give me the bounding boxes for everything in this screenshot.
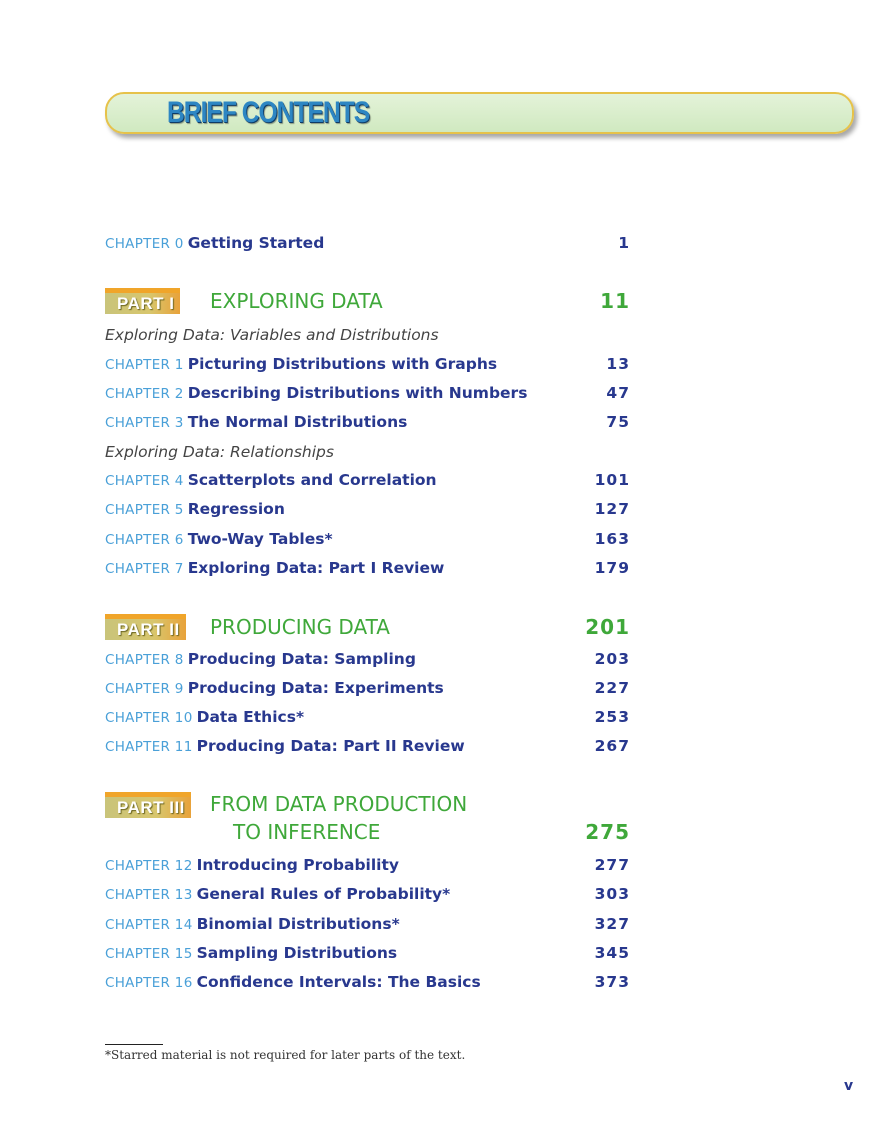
toc-row-chapter-7[interactable] <box>105 559 630 581</box>
chapter-label: CHAPTER 11 <box>105 739 193 755</box>
chapter-title: Producing Data: Part II Review <box>196 737 465 755</box>
chapter-label: CHAPTER 1 <box>105 357 184 373</box>
toc-row-chapter-2[interactable] <box>105 384 630 406</box>
toc-row-chapter-1[interactable] <box>105 355 630 377</box>
toc-row-chapter-16[interactable] <box>105 973 630 995</box>
chapter-label: CHAPTER 10 <box>105 710 193 726</box>
page-number: 47 <box>606 384 630 402</box>
subsection-heading: Exploring Data: Variables and Distributions <box>105 326 439 344</box>
page-folio: v <box>844 1078 854 1094</box>
header-banner <box>105 92 854 134</box>
chapter-label: CHAPTER 5 <box>105 502 184 518</box>
subsection-heading: Exploring Data: Relationships <box>105 443 334 461</box>
page-number: 75 <box>606 413 630 431</box>
chapter-label: CHAPTER 0 <box>105 236 184 252</box>
part-title[interactable]: EXPLORING DATA <box>210 289 383 313</box>
part-badge: PART III <box>105 792 191 818</box>
toc-row-chapter-13[interactable] <box>105 885 630 907</box>
chapter-label: CHAPTER 7 <box>105 561 184 577</box>
toc-row-chapter-3[interactable] <box>105 413 630 435</box>
chapter-label: CHAPTER 2 <box>105 386 184 402</box>
chapter-label: CHAPTER 6 <box>105 532 184 548</box>
chapter-title: General Rules of Probability* <box>196 885 451 903</box>
page-number: 253 <box>594 708 630 726</box>
toc-row-chapter-15[interactable] <box>105 944 630 966</box>
footnote-rule <box>105 1044 163 1045</box>
chapter-title: Describing Distributions with Numbers <box>187 384 528 402</box>
part-title-line-1[interactable]: FROM DATA PRODUCTION <box>210 792 468 816</box>
page-number: 1 <box>618 234 630 252</box>
chapter-title: Sampling Distributions <box>196 944 398 962</box>
chapter-title: Producing Data: Sampling <box>187 650 416 668</box>
page-number: 267 <box>594 737 630 755</box>
page-number: 179 <box>594 559 630 577</box>
chapter-title: Exploring Data: Part I Review <box>187 559 445 577</box>
toc-row-chapter-14[interactable] <box>105 915 630 937</box>
part-page-number: 201 <box>585 615 630 639</box>
chapter-label: CHAPTER 16 <box>105 975 193 991</box>
chapter-label: CHAPTER 4 <box>105 473 184 489</box>
chapter-label: CHAPTER 9 <box>105 681 184 697</box>
part-page-number: 11 <box>600 289 630 313</box>
footnote: *Starred material is not required for later parts of the text. <box>105 1048 466 1062</box>
toc-row-chapter-9[interactable] <box>105 679 630 701</box>
toc-row-chapter-5[interactable] <box>105 500 630 522</box>
chapter-title: Introducing Probability <box>196 856 400 874</box>
page-number: 127 <box>594 500 630 518</box>
page-number: 373 <box>594 973 630 991</box>
chapter-label: CHAPTER 14 <box>105 917 193 933</box>
chapter-label: CHAPTER 8 <box>105 652 184 668</box>
page-number: 13 <box>606 355 630 373</box>
toc-row-chapter-12[interactable] <box>105 856 630 878</box>
page-number: 345 <box>594 944 630 962</box>
chapter-title: Confidence Intervals: The Basics <box>196 973 481 991</box>
page-number: 163 <box>594 530 630 548</box>
part-title[interactable]: PRODUCING DATA <box>210 615 390 639</box>
page-number: 303 <box>594 885 630 903</box>
chapter-title: Getting Started <box>187 234 325 252</box>
toc-row-chapter-11[interactable] <box>105 737 630 759</box>
toc-row-chapter-10[interactable] <box>105 708 630 730</box>
toc-row-chapter-0[interactable] <box>105 234 630 256</box>
chapter-label: CHAPTER 12 <box>105 858 193 874</box>
part-badge: PART II <box>105 614 186 640</box>
page-number: 101 <box>594 471 630 489</box>
page-number: 203 <box>594 650 630 668</box>
page-title: BRIEF CONTENTS <box>167 96 370 129</box>
part-badge: PART I <box>105 288 180 314</box>
chapter-title: Scatterplots and Correlation <box>187 471 437 489</box>
part-title-line-2[interactable]: TO INFERENCE <box>233 820 381 844</box>
page-number: 277 <box>594 856 630 874</box>
toc-row-chapter-4[interactable] <box>105 471 630 493</box>
chapter-label: CHAPTER 3 <box>105 415 184 431</box>
part-page-number: 275 <box>585 820 630 844</box>
page-number: 227 <box>594 679 630 697</box>
chapter-title: Regression <box>187 500 285 518</box>
chapter-title: Binomial Distributions* <box>196 915 400 933</box>
chapter-title: The Normal Distributions <box>187 413 408 431</box>
chapter-label: CHAPTER 15 <box>105 946 193 962</box>
page-number: 327 <box>594 915 630 933</box>
toc-row-chapter-8[interactable] <box>105 650 630 672</box>
chapter-title: Producing Data: Experiments <box>187 679 444 697</box>
chapter-label: CHAPTER 13 <box>105 887 193 903</box>
chapter-title: Data Ethics* <box>196 708 305 726</box>
chapter-title: Two-Way Tables* <box>187 530 333 548</box>
chapter-title: Picturing Distributions with Graphs <box>187 355 498 373</box>
toc-row-chapter-6[interactable] <box>105 530 630 552</box>
